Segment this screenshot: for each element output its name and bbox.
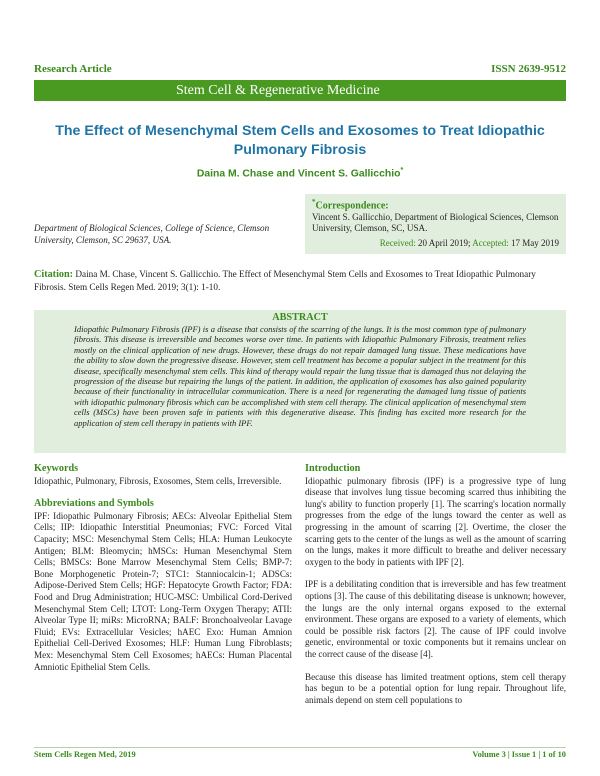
received-label: Received: [379,237,416,248]
article-title [34,122,566,160]
abbreviations-text: IPF: Idiopathic Pulmonary Fibrosis; AECs: Alveolar Epithelial Stem Cells; IIP: Idiopathic Interstitial Pneumonias; FVC: Forced Vital Capacity; MSC: Mesenchymal Stem Cells; HLA: Human Leukocyte Antigen; BLM: Bleomycin; hMSCs: Human Mesenchymal Stem Cells; BMSCs: Bone Marrow Mesenchymal Stem Cells; BMP-7: Bone Morphogenetic Protein-7; STC1: Stanniocalcin-1; ADSCs: Adipose-Derived Stem Cells; HGF: Hepatocyte Growth Factor; FDA: Food and Drug Administration; HUC-MSC: Umbilical Cord-Derived Mesenchymal Stem Cell; LTOT: Long-Term Oxygen Therapy; ATII: Alveolar Type II; miRs: MicroRNA; BALF: Bronchoalveolar Lavage Fluid; EVs: Extracellular Vesicles; hAEC Exo: Human Amnion Epithelial Cell-Derived Exosomes; HLF: Human Lung Fibroblasts; Mex: Mesenchymal Stem Cell Exosomes; hAECs: Human Placental Amniotic Epithelial Stem Cells. [34,510,292,672]
introduction-paragraph-1: Idiopathic pulmonary fibrosis (IPF) is a progressive type of lung disease that involves lung tissue becoming scarred thus inhibiting the lung's ability to function properly [1]. The scarring's location normally progresses from the edge of the lungs toward the center as well as progressing in the amount of scarring [2]. Overtime, the closer the scarring gets to the center of the lungs as well as the amount of scarring on the lungs, makes it more difficult to breathe and deliver necessary oxygen to the body in patients with IPF [2]. [305,475,566,567]
accepted-date: 17 May 2019 [511,237,559,248]
keywords-text: Idiopathic, Pulmonary, Fibrosis, Exosomes, Stem cells, Irreversible. [34,475,282,486]
abstract-text: Idiopathic Pulmonary Fibrosis (IPF) is a disease that consists of the scarring of the lungs. It is the most common type of pulmonary fibrosis. This disease is irreversible and becomes worse over time. In patients with Idiopathic Pulmonary Fibrosis, treatment relies mostly on the clinical application of new drugs. However, these drugs do not repair damaged lung tissue. These medications have the ability to slow down the progressive disease. However, stem cell treatment has become a popular subject in the treatment for this disease, specifically mesenchymal stem cells. This kind of therapy would repair the lung tissue that is damaged thus not delaying the progression of the disease but repairing the lungs of the patient. In addition, the application of exosomes has also gained popularity because of their functionality in intracellular communication. There is a need for regenerating the damaged lung tissue of patients with idiopathic pulmonary fibrosis which can be accomplished with stem cell therapy. The clinical application of mesenchymal stem cells (MSCs) have been proven safe in patients with this degenerative disease. This finding has excited more research for the application of stem cell therapy in patients with IPF. [74,324,526,428]
affiliation: Department of Biological Sciences, College of Science, Clemson University, Clemson, SC 29637, USA. [34,223,270,245]
left-column [34,463,292,684]
citation-text: Daina M. Chase, Vincent S. Gallicchio. The Effect of Mesenchymal Stem Cells and Exosomes to Treat Idiopathic Pulmonary Fibrosis. Stem Cells Regen Med. 2019; 3(1): 1-10. [34,269,536,292]
introduction-heading: Introduction [305,463,361,474]
footer-page-info: Volume 3 | Issue 1 | 1 of 10 [472,750,566,759]
abstract-heading: ABSTRACT [272,312,328,323]
citation-label: Citation: [34,269,74,280]
correspondence-text: Vincent S. Gallicchio, Department of Biological Sciences, Clemson University, Clemson, SC, USA. [312,211,559,234]
authors [34,167,566,179]
introduction-paragraph-2: IPF is a debilitating condition that is irreversible and has few treatment options [3]. The cause of this debilitating disease is unknown; however, the lungs are the only internal organs exposed to the external environment. These organs are exposed to a variety of elements, which could be possible risk factors [2]. The cause of IPF could involve genetic, environmental or toxic components but it remains unclear on the correct cause of the disease [4]. [305,579,566,659]
accepted-label: Accepted: [472,237,509,248]
introduction-paragraph-3: Because this disease has limited treatment options, stem cell therapy has begun to be a potential option for lung repair. Throughout life, animals depend on stem cell populations to [305,671,566,705]
article-type: Research Article [34,63,112,75]
title-line-2: Pulmonary Fibrosis [233,142,367,158]
abbreviations-heading: Abbreviations and Symbols [34,498,154,510]
correspondence-box [305,194,566,254]
journal-name-bar: Stem Cell & Regenerative Medicine [34,80,566,101]
page-footer [34,747,566,759]
correspondence-label: *Correspondence: [312,198,389,212]
abstract-box [34,310,566,453]
article-dates [380,238,559,250]
right-column [305,463,566,717]
author-names: Daina M. Chase and Vincent S. Gallicchio [196,168,401,180]
author-mark: * [400,167,404,174]
top-line [34,63,566,75]
correspondence-mark: * [312,198,316,206]
title-line-1: The Effect of Mesenchymal Stem Cells and Exosomes to Treat Idiopathic [55,123,545,139]
issn: ISSN 2639-9512 [491,63,566,75]
keywords-heading: Keywords [34,463,79,474]
citation [34,268,566,293]
received-date: 20 April 2019; [417,237,471,248]
footer-journal: Stem Cells Regen Med, 2019 [34,750,136,759]
